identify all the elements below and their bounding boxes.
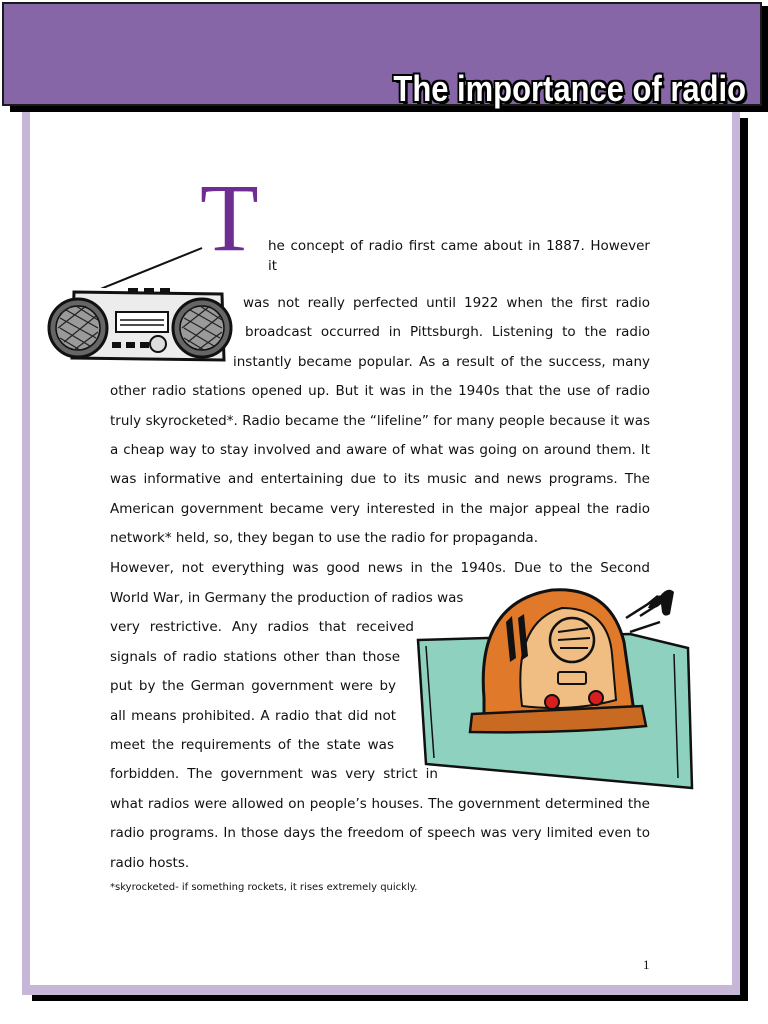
drop-cap: T	[200, 164, 259, 271]
body-text-line: signals of radio stations other than those	[110, 649, 400, 665]
body-text-line: a cheap way to stay involved and aware of what was going on around them. It	[110, 442, 650, 458]
body-text-line: forbidden. The government was very strict in	[110, 766, 438, 782]
body-text-line: was informative and entertaining due to its music and news programs. The	[110, 471, 650, 487]
page-number: 1	[643, 957, 650, 972]
body-text-line: was not really perfected until 1922 when the first radio	[243, 295, 650, 311]
body-text-line: broadcast occurred in Pittsburgh. Listening to the radio	[245, 324, 650, 340]
body-text-line: very restrictive. Any radios that received	[110, 619, 414, 635]
body-text-line: However, not everything was good news in the 1940s. Due to the Second	[110, 560, 650, 576]
body-text-line: network* held, so, they began to use the radio for propaganda.	[110, 530, 538, 546]
page-title: The importance of radio	[393, 68, 746, 109]
body-text-line: put by the German government were by	[110, 678, 396, 694]
body-text-line: meet the requirements of the state was	[110, 737, 394, 753]
body-text-line: World War, in Germany the production of radios was	[110, 590, 464, 606]
body-text-line: radio programs. In those days the freedom of speech was very limited even to	[110, 825, 650, 841]
body-text-line: other radio stations opened up. But it was in the 1940s that the use of radio	[110, 383, 650, 399]
body-text-line: American government became very interested in the major appeal the radio	[110, 501, 650, 517]
boombox-illustration	[46, 244, 236, 370]
body-text-line: truly skyrocketed*. Radio became the “lifeline” for many people because it was	[110, 413, 650, 429]
body-text-line: all means prohibited. A radio that did not	[110, 708, 396, 724]
body-text-line: radio hosts.	[110, 855, 190, 871]
header-banner	[2, 2, 762, 109]
body-text-line: he concept of radio first came about in 1887. However it	[268, 238, 650, 274]
body-text-line: instantly became popular. As a result of the success, many	[233, 354, 650, 370]
body-text-line: what radios were allowed on people’s houses. The government determined the	[110, 796, 650, 812]
vintage-radio-illustration	[412, 582, 696, 796]
footnote: *skyrocketed- if something rockets, it rises extremely quickly.	[110, 882, 418, 893]
